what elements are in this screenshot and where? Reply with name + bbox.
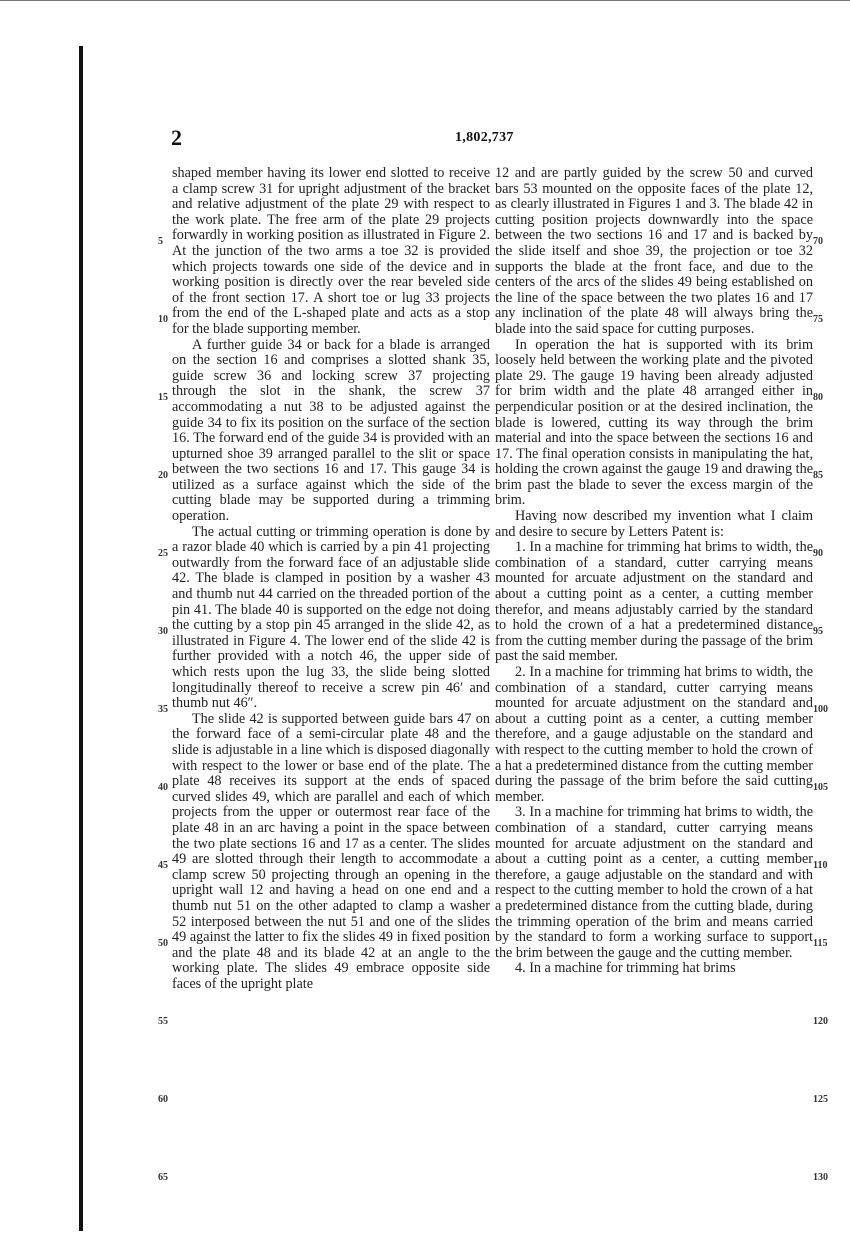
line-number: 70 [813, 236, 823, 247]
left-text-column [172, 166, 490, 992]
claim-paragraph: 1. In a machine for trimming hat brims to width, the combination of a standard, cutter carrying means mounted for arcuate adjustment on the standard and about a cutting point as a center, a cutting member therefor, and means adjustably carried by the standard to hold the crown of a hat a predetermined distance from the cutting member during the passage of the brim past the said member. [495, 539, 813, 665]
line-number: 55 [158, 1016, 168, 1027]
binding-edge [79, 46, 83, 1231]
line-number: 40 [158, 782, 168, 793]
line-number: 25 [158, 548, 168, 559]
line-number: 50 [158, 938, 168, 949]
paragraph: 12 and are partly guided by the screw 50 and curved bars 53 mounted on the opposite faces of the plate 12, as clearly illustrated in Figures 1 and 3. The blade 42 in cutting position projects downwardly into the space between the two sections 16 and 17 and is backed by the slide itself and shoe 39, the projection or toe 32 supports the blade at the front face, and due to the centers of the arcs of the slides 49 being established on the line of the space between the two plates 16 and 17 any inclination of the plate 48 will always bring the blade into the said space for cutting purposes. [495, 165, 813, 337]
line-number: 15 [158, 392, 168, 403]
line-number: 105 [813, 782, 828, 793]
paragraph: shaped member having its lower end slotted to receive a clamp screw 31 for upright adjustment of the bracket and relative adjustment of the plate 29 with respect to the work plate. The free arm of the plate 29 projects forwardly in working position as illustrated in Figure 2. At the junction of the two arms a toe 32 is provided which projects towards one side of the device and in working position is directly over the rear beveled side of the front section 17. A short toe or lug 33 projects from the end of the L-shaped plate and acts as a stop for the blade supporting member. [172, 165, 490, 337]
claim-paragraph: 4. In a machine for trimming hat brims [515, 960, 736, 977]
claim-paragraph: 2. In a machine for trimming hat brims to width, the combination of a standard, cutter carrying means mounted for arcuate adjustment on the standard and about a cutting point as a center, a cutting member therefore, and a gauge adjustable on the standard and with respect to the cutting member to hold the crown of a hat a predetermined distance from the cutting member during the passage of the brim before the said cutting member. [495, 664, 813, 805]
line-number: 90 [813, 548, 823, 559]
line-number: 95 [813, 626, 823, 637]
line-number: 125 [813, 1094, 828, 1105]
line-number: 85 [813, 470, 823, 481]
line-number: 100 [813, 704, 828, 715]
paragraph: In operation the hat is supported with its brim loosely held between the working plate and the pivoted plate 29. The gauge 19 having been already adjusted for brim width and the plate 48 arranged either in perpendicular position or at the desired inclination, the blade is lowered, cutting its way through the brim material and into the space between the sections 16 and 17. The final operation consists in manipulating the hat, holding the crown against the gauge 19 and drawing the brim past the blade to sever the excess margin of the brim. [495, 336, 813, 509]
patent-number: 1,802,737 [455, 130, 514, 145]
paragraph: The actual cutting or trimming operation is done by a razor blade 40 which is carried by a pin 41 projecting outwardly from the forward face of an adjustable slide 42. The blade is clamped in position by a washer 43 and thumb nut 44 carried on the threaded portion of the pin 41. The blade 40 is supported on the edge not doing the cutting by a stop pin 45 arranged in the slide 42, as illustrated in Figure 4. The lower end of the slide 42 is further provided with a notch 46, the upper side of which rests upon the lug 33, the slide being slotted longitudinally thereof to receive a screw pin 46′ and thumb nut 46″. [172, 523, 490, 712]
line-number: 30 [158, 626, 168, 637]
line-number: 60 [158, 1094, 168, 1105]
line-number: 80 [813, 392, 823, 403]
paragraph: Having now described my invention what I claim and desire to secure by Letters Patent is: [495, 508, 813, 540]
page-number: 2 [171, 125, 182, 150]
paragraph: A further guide 34 or back for a blade is arranged on the section 16 and comprises a slotted shank 35, guide screw 36 and locking screw 37 projecting through the slot in the shank, the screw 37 accommodating a nut 38 to be adjusted against the guide 34 to fix its position on the surface of the section 16. The forward end of the guide 34 is provided with an upturned shoe 39 arranged parallel to the slit or space between the two sections 16 and 17. This gauge 34 is utilized as a surface against which the side of the cutting blade may be supported during a trimming operation. [172, 336, 490, 525]
line-number: 115 [813, 938, 828, 949]
line-number: 45 [158, 860, 168, 871]
right-text-column [495, 166, 813, 977]
line-number: 5 [158, 236, 163, 247]
line-number: 65 [158, 1172, 168, 1183]
line-number: 20 [158, 470, 168, 481]
line-number: 120 [813, 1016, 828, 1027]
line-number: 110 [813, 860, 828, 871]
line-number: 130 [813, 1172, 828, 1183]
line-number: 75 [813, 314, 823, 325]
claim-paragraph: 3. In a machine for trimming hat brims to width, the combination of a standard, cutter carrying means mounted for arcuate adjustment on the standard and about a cutting point as a center, a cutting member therefore, a gauge adjustable on the standard and with respect to the cutting member to hold the crown of a hat a predetermined distance from the cutting blade, during the trimming operation of the brim and means carried by the standard to form a working surface to support the brim between the gauge and the cutting member. [495, 804, 813, 961]
top-edge-rule [0, 0, 850, 1]
paragraph: The slide 42 is supported between guide bars 47 on the forward face of a semi-circular plate 48 and the slide is adjustable in a line which is disposed diagonally with respect to the lower or base end of the plate. The plate 48 receives its support at the ends of spaced curved slides 49, which are parallel and each of which projects from the upper or outermost rear face of the plate 48 in an arc having a point in the space between the two plate sections 16 and 17 as a center. The slides 49 are slotted through their length to accommodate a clamp screw 50 projecting through an opening in the upright wall 12 and having a head on one end and a thumb nut 51 on the other adapted to clamp a washer 52 interposed between the nut 51 and one of the slides 49 against the latter to fix the slides 49 in fixed position and the plate 48 and its blade 42 at an angle to the working plate. The slides 49 embrace opposite side faces of the upright plate [172, 710, 490, 992]
line-number: 35 [158, 704, 168, 715]
line-number: 10 [158, 314, 168, 325]
